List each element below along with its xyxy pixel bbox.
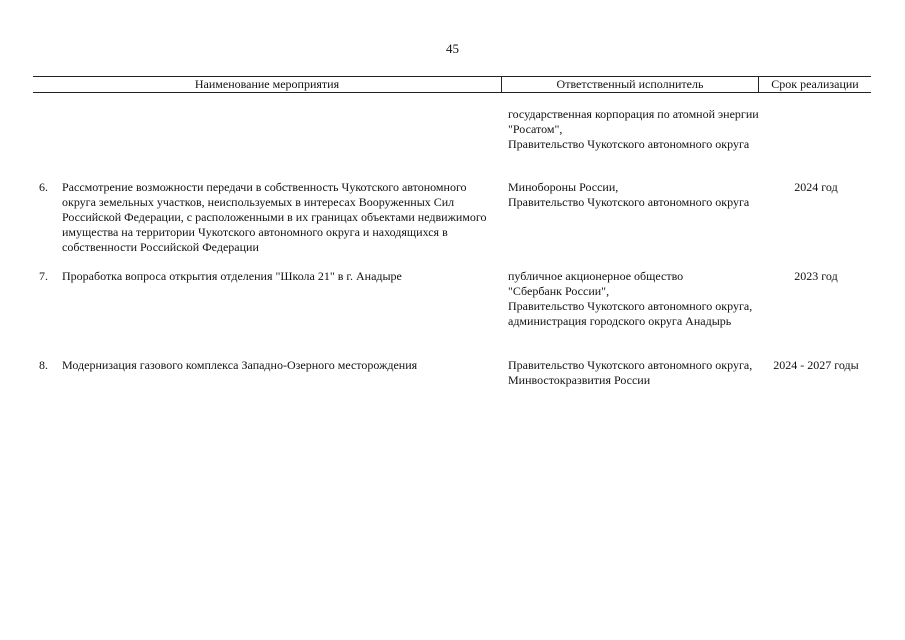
header-name: Наименование мероприятия <box>194 77 340 91</box>
header-responsible: Ответственный исполнитель <box>556 77 704 91</box>
table-header <box>33 76 871 93</box>
header-term: Срок реализации <box>771 77 859 91</box>
page-number: 45 <box>446 41 459 56</box>
row-number: 6. <box>39 180 48 194</box>
activity-name: Проработка вопроса открытия отделения "Школа 21" в г. Анадыре <box>62 269 402 283</box>
term-cell: 2024 - 2027 годы <box>773 358 859 372</box>
responsible-cell: Минобороны России, Правительство Чукотского автономного округа <box>508 180 750 209</box>
term-cell: 2024 год <box>794 180 838 194</box>
responsible-cell: государственная корпорация по атомной энергии "Росатом", Правительство Чукотского автономного округа <box>508 107 759 151</box>
term-cell: 2023 год <box>794 269 838 283</box>
activity-name: Рассмотрение возможности передачи в собственность Чукотского автономного округа земельных участков, неиспользуемых в интересах Вооруженных Сил Российской Федерации, с расположенными в их границах объектами недвижимого имущества на территории Чукотского автономного округа и находящихся в собственности Российской Федерации <box>62 180 487 254</box>
activity-name: Модернизация газового комплекса Западно-Озерного месторождения <box>62 358 418 372</box>
row-number: 7. <box>39 269 48 283</box>
responsible-cell: Правительство Чукотского автономного округа, Минвостокразвития России <box>508 358 753 387</box>
responsible-cell: публичное акционерное общество "Сбербанк России", Правительство Чукотского автономного округа, администрация городского округа Анадырь <box>508 269 753 328</box>
row-number: 8. <box>39 358 48 372</box>
